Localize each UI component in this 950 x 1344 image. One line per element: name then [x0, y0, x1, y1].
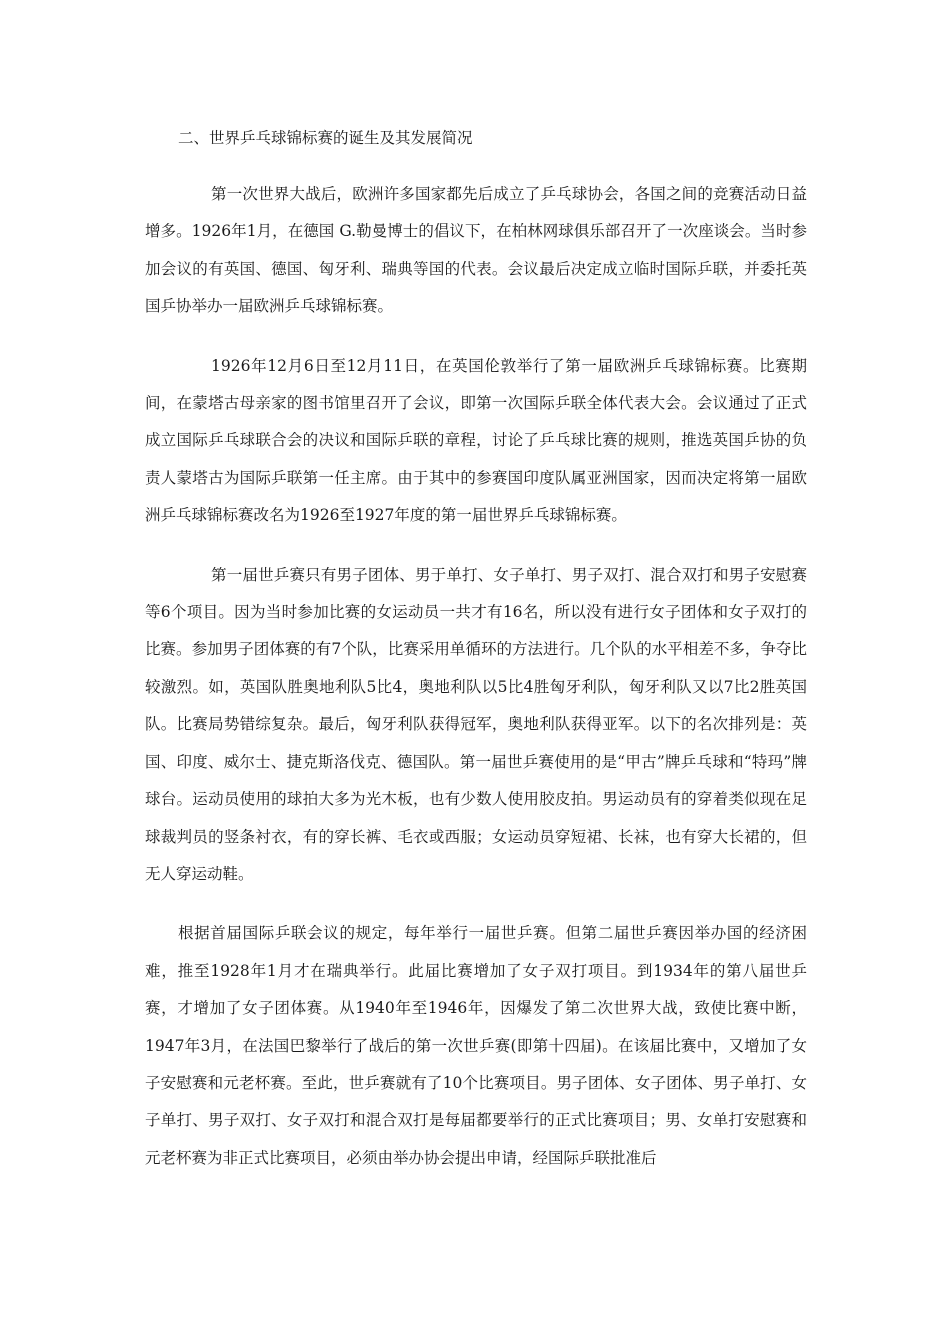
document-body [145, 118, 807, 1177]
paragraph-first-world-events: 第一届世乒赛只有男子团体、男于单打、女子单打、男子双打、混合双打和男子安慰赛等6个项目。因为当时参加比赛的女运动员一共才有16名，所以没有进行女子团体和女子双打的比赛。参加男子团体赛的有7个队，比赛采用单循环的方法进行。几个队的水平相差不多，争夺比较激烈。如，英国队胜奥地利队5比4，奥地利队以5比4胜匈牙利队，匈牙利队又以7比2胜英国队。比赛局势错综复杂。最后，匈牙利队获得冠军，奥地利队获得亚军。以下的名次排列是：英国、印度、威尔士、捷克斯洛伐克、德国队。第一届世乒赛使用的是“甲古”牌乒乓球和“特玛”牌球台。运动员使用的球拍大多为光木板，也有少数人使用胶皮拍。男运动员有的穿着类似现在足球裁判员的竖条衬衣，有的穿长裤、毛衣或西服；女运动员穿短裙、长袜，也有穿大长裙的，但无人穿运动鞋。 [145, 565, 807, 883]
paragraph-founding: 第一次世界大战后，欧洲许多国家都先后成立了乒乓球协会，各国之间的竞赛活动日益增多。1926年1月，在德国 G.勒曼博士的倡议下，在柏林网球俱乐部召开了一次座谈会。当时参加会议的有英国、德国、匈牙利、瑞典等国的代表。会议最后决定成立临时国际乒联，并委托英国乒协举办一届欧洲乒乓球锦标赛。 [145, 185, 807, 316]
section-heading: 二、世界乒乓球锦标赛的诞生及其发展简况 [178, 129, 473, 147]
paragraph-later-development: 根据首届国际乒联会议的规定，每年举行一届世乒赛。但第二届世乒赛因举办国的经济困难，推至1928年1月才在瑞典举行。此届比赛增加了女子双打项目。到1934年的第八届世乒赛，才增加了女子团体赛。从1940年至1946年，因爆发了第二次世界大战，致使比赛中断，1947年3月，在法国巴黎举行了战后的第一次世乒赛(即第十四届)。在该届比赛中，又增加了女子安慰赛和元老杯赛。至此，世乒赛就有了10个比赛项目。男子团体、女子团体、男子单打、女子单打、男子双打、女子双打和混合双打是每届都要举行的正式比赛项目；男、女单打安慰赛和元老杯赛为非正式比赛项目，必须由举办协会提出申请，经国际乒联批准后 [145, 924, 807, 1167]
paragraph-first-championship: 1926年12月6日至12月11日，在英国伦敦举行了第一届欧洲乒乓球锦标赛。比赛期间，在蒙塔古母亲家的图书馆里召开了会议，即第一次国际乒联全体代表大会。会议通过了正式成立国际乒乓球联合会的决议和国际乒联的章程，讨论了乒乓球比赛的规则，推选英国乒协的负责人蒙塔古为国际乒联第一任主席。由于其中的参赛国印度队属亚洲国家，因而决定将第一届欧洲乒乓球锦标赛改名为1926至1927年度的第一届世界乒乓球锦标赛。 [145, 356, 807, 525]
